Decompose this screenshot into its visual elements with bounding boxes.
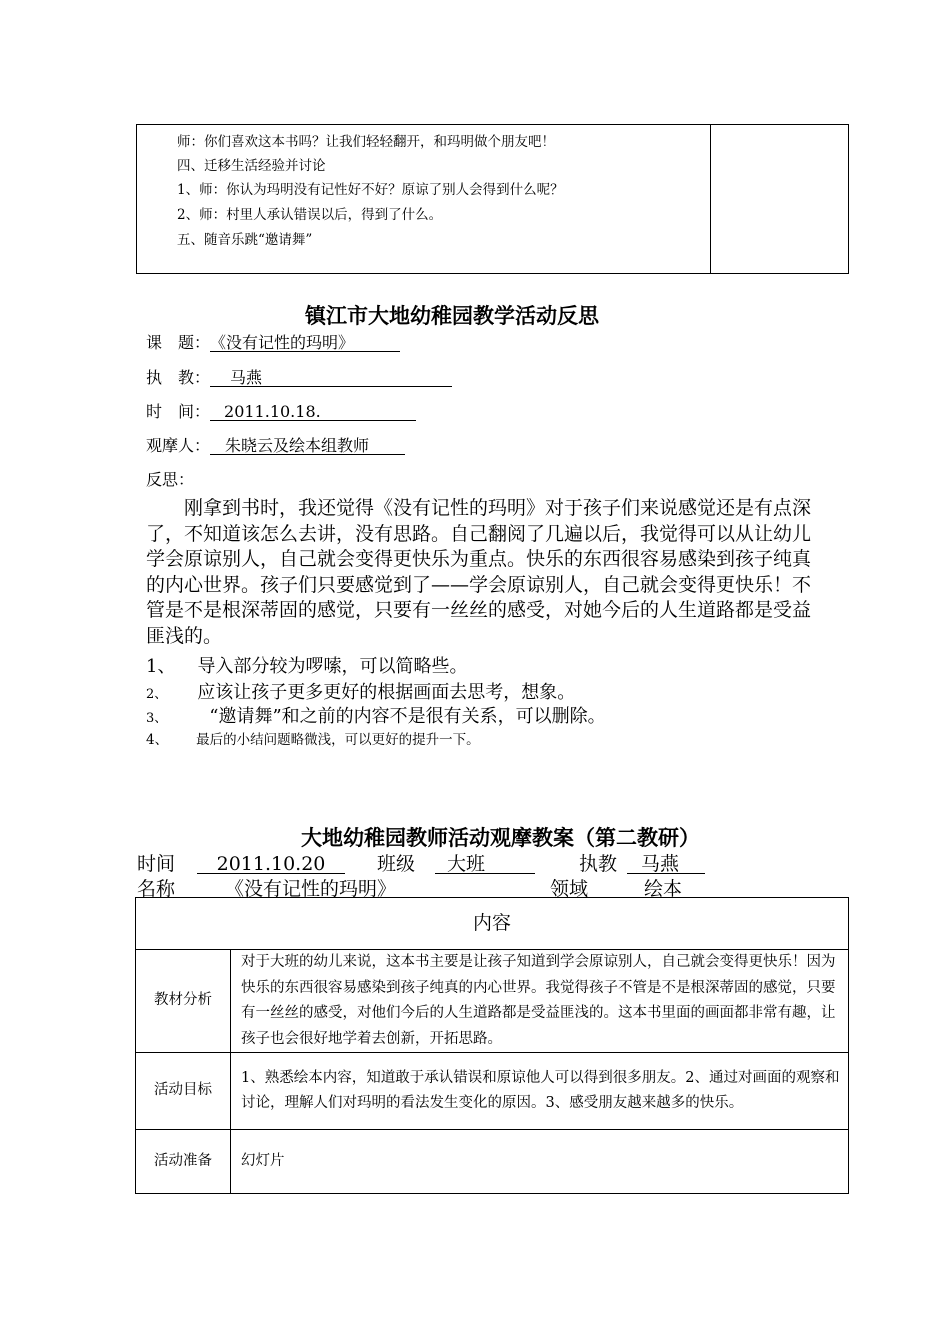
- plan-table: [135, 897, 849, 1194]
- reflection-label: 反思：: [146, 470, 195, 489]
- item-text: “邀请舞”和之前的内容不是很有关系，可以删除。: [209, 706, 606, 727]
- name-value: 《没有记性的玛明》: [225, 878, 397, 900]
- item-text: 最后的小结问题略微浅，可以更好的提升一下。: [196, 732, 480, 748]
- row-label: 活动目标: [136, 1053, 231, 1130]
- teacher-line: [146, 365, 452, 388]
- class-value: 大班: [435, 855, 535, 874]
- row-content: 幻灯片: [231, 1130, 849, 1194]
- table-line: 师：你们喜欢这本书吗？让我们轻轻翻开，和玛明做个朋友吧！: [177, 134, 555, 150]
- teacher-value: 马燕: [210, 369, 452, 387]
- table-header-row: [136, 898, 849, 950]
- item-number: 3、: [146, 711, 168, 726]
- row-label: 教材分析: [136, 950, 231, 1053]
- table-row: [136, 1053, 849, 1130]
- reflection-item: [146, 678, 575, 704]
- teacher-label: 执 教：: [146, 368, 211, 387]
- table-row: [136, 950, 849, 1053]
- item-text: 应该让孩子更多更好的根据画面去思考，想象。: [197, 682, 576, 703]
- plan-info-row-1: [137, 849, 705, 876]
- teacher-value: 马燕: [627, 855, 705, 874]
- reflection-item: [146, 728, 480, 748]
- date-label: 时 间：: [146, 402, 211, 421]
- teacher-label: 执教: [579, 853, 618, 875]
- observers-label: 观摩人：: [146, 436, 211, 455]
- date-line: [146, 399, 416, 422]
- observers-line: [146, 433, 405, 456]
- table-line: 1、师：你认为玛明没有记性好不好？原谅了别人会得到什么呢？: [177, 182, 564, 198]
- item-text: 导入部分较为啰嗦，可以简略些。: [197, 656, 468, 677]
- plan-title: 大地幼稚园教师活动观摩教案（第二教研）: [301, 826, 700, 850]
- row-content: 对于大班的幼儿来说，这本书主要是让孩子知道到学会原谅别人，自己就会变得更快乐！因为快乐的东西很容易感染到孩子纯真的内心世界。我觉得孩子不管是不是根深蒂固的感觉，只要有一丝丝的感受，对他们今后的人生道路都是受益匪浅的。这本书里面的画面都非常有趣，让孩子也会很好地学着去创新，开拓思路。: [231, 950, 849, 1053]
- table-line: 五、随音乐跳“邀请舞”: [177, 232, 313, 248]
- row-label: 活动准备: [136, 1130, 231, 1194]
- name-label: 名称: [137, 878, 176, 900]
- topic-line: [146, 330, 400, 353]
- item-number: 4、: [146, 732, 169, 748]
- domain-label: 领域: [550, 878, 589, 900]
- row-content: 1、熟悉绘本内容，知道敢于承认错误和原谅他人可以得到很多朋友。2、通过对画面的观察和讨论，理解人们对玛明的看法发生变化的原因。3、感受朋友越来越多的快乐。: [231, 1053, 849, 1130]
- time-value: 2011.10.20: [197, 855, 345, 874]
- continuation-table: [136, 124, 849, 274]
- domain-value: 绘本: [644, 878, 683, 900]
- observers-value: 朱晓云及绘本组教师: [210, 437, 405, 455]
- class-label: 班级: [377, 853, 416, 875]
- table-line: 2、师：村里人承认错误以后，得到了什么。: [177, 207, 443, 223]
- item-number: 1、: [146, 656, 176, 677]
- reflection-paragraph: 刚拿到书时，我还觉得《没有记性的玛明》对于孩子们来说感觉还是有点深了，不知道该怎么去讲，没有思路。自己翻阅了几遍以后，我觉得可以从让幼儿学会原谅别人，自己就会变得更快乐为重点。快乐的东西很容易感染到孩子纯真的内心世界。孩子们只要感觉到了——学会原谅别人，自己就会变得更快乐！不管是不是根深蒂固的感觉，只要有一丝丝的感受，对她今后的人生道路都是受益匪浅的。: [146, 497, 812, 647]
- table-line: 四、迁移生活经验并讨论: [177, 158, 326, 174]
- topic-label: 课 题：: [146, 333, 211, 352]
- reflection-title: 镇江市大地幼稚园教学活动反思: [305, 304, 599, 328]
- topic-value: 《没有记性的玛明》: [210, 334, 400, 352]
- date-value: 2011.10.18.: [210, 403, 416, 421]
- time-label: 时间: [137, 853, 176, 875]
- reflection-item: [146, 702, 606, 728]
- table-column-divider: [710, 125, 711, 273]
- item-number: 2、: [146, 687, 168, 702]
- reflection-item: [146, 652, 467, 678]
- table-row: [136, 1130, 849, 1194]
- content-header: 内容: [136, 898, 849, 950]
